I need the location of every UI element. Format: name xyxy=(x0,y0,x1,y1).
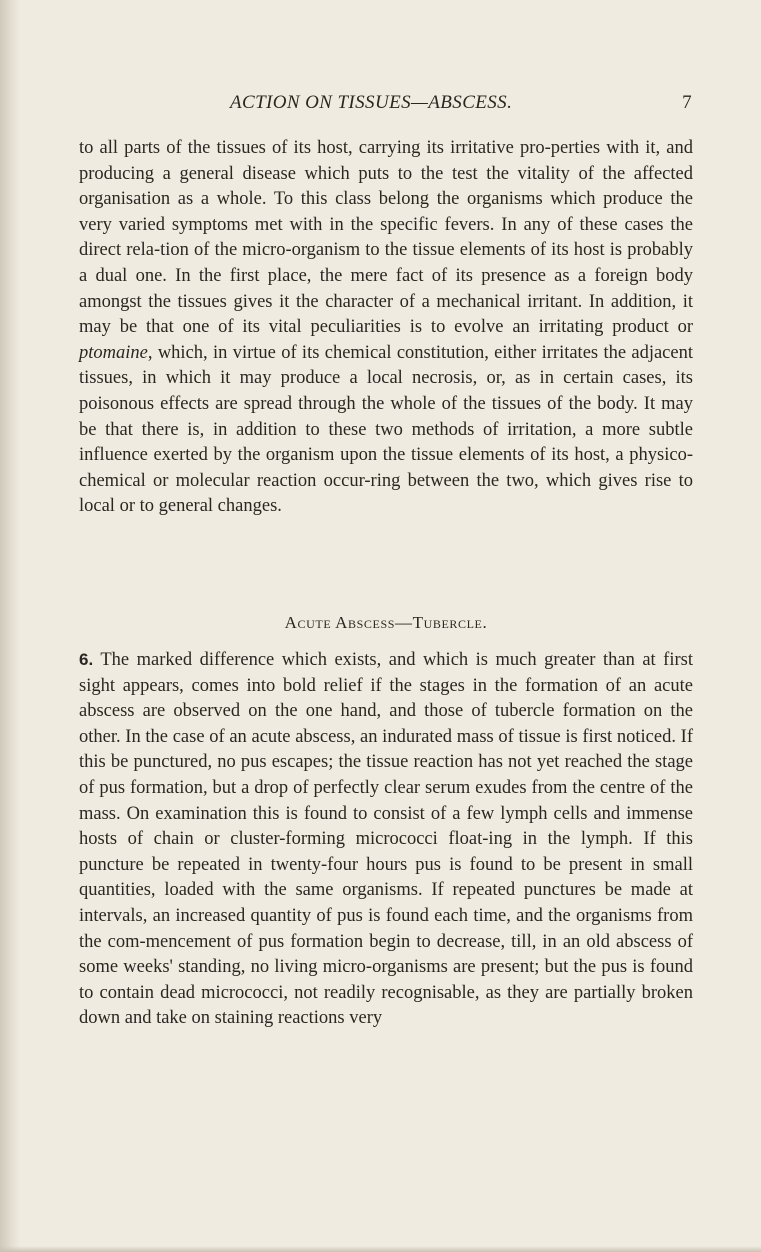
body-text-top xyxy=(79,136,693,520)
page-gutter-shadow xyxy=(0,0,20,1252)
paragraph-text-before-italic: to all parts of the tissues of its host, carrying its irritative pro-perties with it, and producing a general disease which puts to the test the vitality of the affected organisation as a whole. To this class belong the organisms which produce the very varied symptoms met with in the specific fevers. In any of these cases the direct rela-tion of the micro-organism to the tissue elements of its host is probably a dual one. In the first place, the mere fact of its presence as a foreign body amongst the tissues gives it the character of a mechanical irritant. In addition, it may be that one of its vital peculiarities is to evolve an irritating product or xyxy=(79,138,693,338)
paragraph-text-after-italic: , which, in virtue of its chemical constitution, either irritates the adjacent tissues, in which it may produce a local necrosis, or, as in certain cases, its poisonous effects are spread through the whole of the tissues of the body. It may be that there is, in addition to these two methods of irritation, a more subtle influence exerted by the organism upon the tissue elements of its host, a physico-chemical or molecular reaction occur-ring between the two, which gives rise to local or to general changes. xyxy=(79,342,693,517)
paragraph-number: 6. xyxy=(79,650,94,669)
page-bottom-edge xyxy=(0,1246,761,1252)
paragraph-6 xyxy=(79,647,693,1032)
page-number: 7 xyxy=(682,92,692,113)
section-heading: Acute Abscess—Tubercle. xyxy=(284,613,488,632)
body-text-bottom xyxy=(79,647,693,1032)
running-title: ACTION ON TISSUES—ABSCESS. xyxy=(230,92,513,113)
italic-term-ptomaine: ptomaine xyxy=(79,342,148,363)
paragraph-continued xyxy=(79,136,693,520)
paragraph-6-text: The marked difference which exists, and which is much greater than at first sight appears, comes into bold relief if the stages in the formation of an acute abscess are observed on the one hand, and those of tubercle formation on the other. In the case of an acute abscess, an indurated mass of tissue is first noticed. If this be punctured, no pus escapes; the tissue reaction has not yet reached the stage of pus formation, but a drop of perfectly clear serum exudes from the centre of the mass. On examination this is found to consist of a few lymph cells and immense hosts of chain or cluster-forming micrococci float-ing in the lymph. If this puncture be repeated in twenty-four hours pus is found to be present in small quantities, loaded with the same organisms. If repeated punctures be made at intervals, an increased quantity of pus is found each time, and the organisms from the com-mencement of pus formation begin to decrease, till, in an old abscess of some weeks' standing, no living micro-organisms are present; but the pus is found to contain dead micrococci, not readily recognisable, as they are partially broken down and take on staining reactions very xyxy=(79,650,693,1029)
running-head xyxy=(74,92,692,116)
